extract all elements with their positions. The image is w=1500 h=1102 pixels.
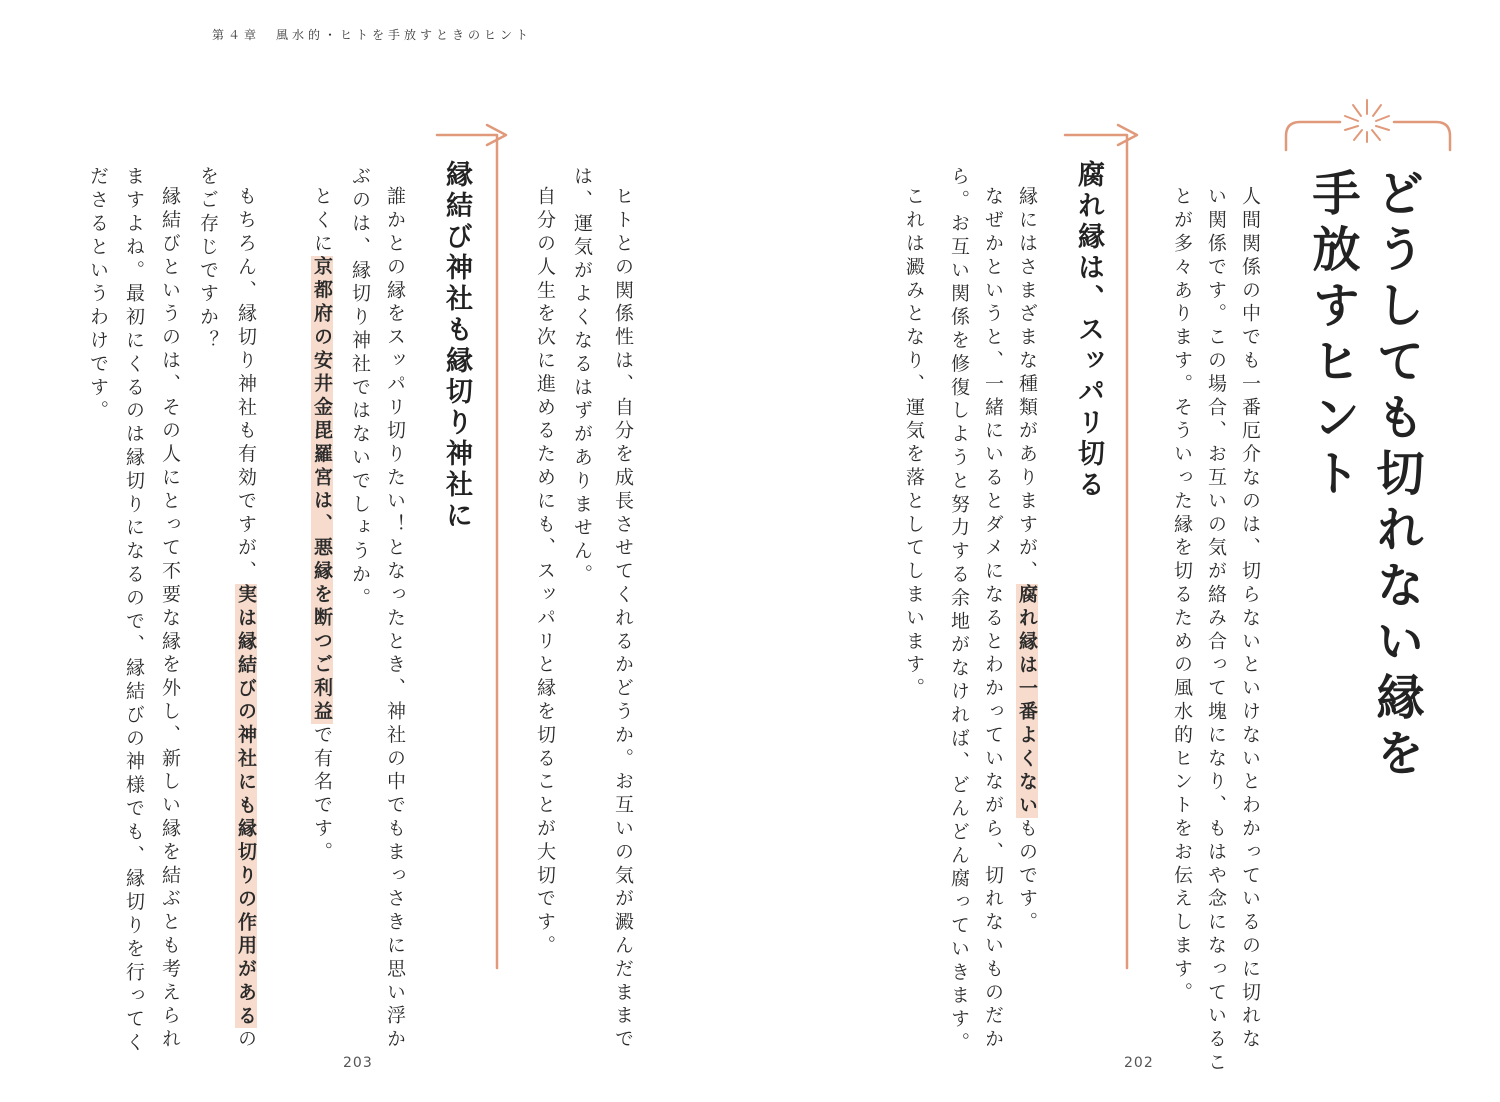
section-heading-right: 腐れ縁は、スッパリ切る	[1073, 160, 1104, 501]
left-p5-after: の	[235, 1028, 257, 1052]
left-paragraph-3-line-1: 誰かとの縁をスッパリ切りたい！となったとき、神社の中でもまっさきに思い浮か	[384, 186, 406, 1052]
intro-line-3: とが多々あります。そういった縁を切るための風水的ヒントをお伝えします。	[1171, 186, 1193, 1005]
left-paragraph-1-line-2: は、運気がよくなるはずがありません。	[571, 166, 593, 588]
left-p4-prefix: とくに	[311, 186, 333, 257]
left-paragraph-2: 自分の人生を次に進めるためにも、スッパリと縁を切ることが大切です。	[534, 186, 556, 959]
section-heading-left: 縁結び神社も縁切り神社に	[441, 160, 472, 532]
right-paragraph-1	[1017, 186, 1036, 935]
left-p4-after: で有名です。	[311, 724, 333, 865]
chapter-title-line2: 手放すヒント	[1304, 168, 1360, 504]
intro-line-1: 人間関係の中でも一番厄介なのは、切らないといけないとわかっているのに切れな	[1239, 186, 1261, 1052]
page-number-left: 203	[343, 1055, 373, 1071]
left-paragraph-6-line-3: ださるというわけです。	[87, 166, 109, 424]
left-paragraph-6-line-2: ますよね。最初にくるのは縁切りになるので、縁結びの神様でも、縁切りを行ってく	[123, 166, 145, 1056]
left-paragraph-1-line-1: ヒトとの関係性は、自分を成長させてくれるかどうか。お互いの気が澱んだままで	[612, 186, 634, 1052]
right-p1-text-after: ものです。	[1016, 817, 1038, 935]
left-paragraph-3-line-2: ぶのは、縁切り神社ではないでしょうか。	[349, 166, 371, 611]
left-paragraph-4	[312, 186, 331, 865]
page-number-right: 202	[1124, 1055, 1154, 1071]
highlight-yasui-konpiragu: 京都府の安井金毘羅宮は、悪縁を断つご利益	[311, 256, 333, 725]
intro-line-2: い関係です。この場合、お互いの気が絡み合って塊になり、もはや念になっているこ	[1205, 186, 1227, 1076]
left-p5-before: もちろん、縁切り神社も有効ですが、	[235, 186, 257, 584]
left-paragraph-5-cont: をご存じですか？	[197, 166, 219, 354]
highlight-rotten-ties: 腐れ縁は一番よくない	[1016, 583, 1038, 818]
right-paragraph-2-line-2: ら。お互い関係を修復しようと努力する余地がなければ、どんどん腐っていきます。	[948, 166, 970, 1056]
left-paragraph-5	[236, 186, 255, 1052]
left-paragraph-6-line-1: 縁結びというのは、その人にとって不要な縁を外し、新しい縁を結ぶとも考えられ	[159, 186, 181, 1052]
right-paragraph-3: これは澱みとなり、運気を落としてしまいます。	[903, 186, 925, 701]
chapter-title-line1: どうしても切れない縁を	[1368, 168, 1424, 784]
right-p1-text: 縁にはさまざまな種類がありますが、	[1016, 186, 1038, 584]
sun-ornament-icon	[1345, 100, 1389, 142]
right-paragraph-2-line-1: なぜかというと、一緒にいるとダメになるとわかっていながら、切れないものだか	[982, 186, 1004, 1052]
running-head: 第４章 風水的・ヒトを手放すときのヒント	[212, 28, 533, 42]
highlight-enmusubi-shrine: 実は縁結びの神社にも縁切りの作用がある	[235, 583, 257, 1029]
